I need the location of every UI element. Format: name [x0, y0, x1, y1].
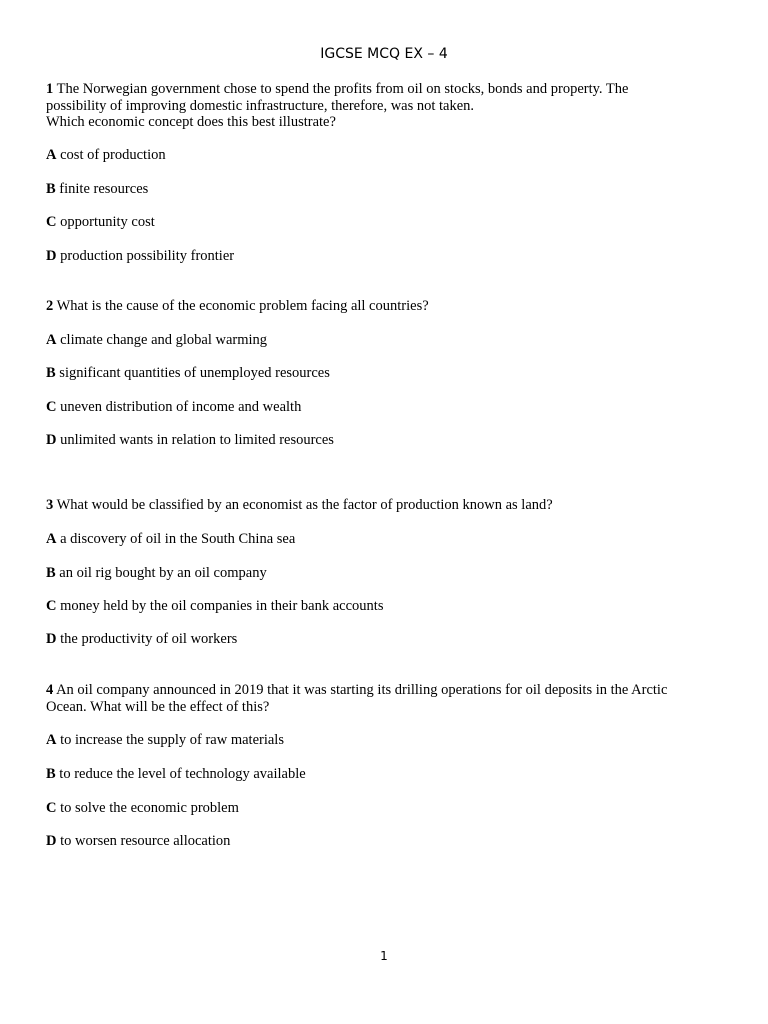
option-letter: B	[46, 565, 56, 581]
option-text: significant quantities of unemployed resources	[59, 365, 330, 381]
question-prompt: Which economic concept does this best illustrate?	[46, 114, 336, 130]
question-3	[46, 497, 686, 514]
option-letter: D	[46, 833, 57, 849]
question-3-option-a	[46, 531, 686, 548]
question-3-option-b	[46, 565, 686, 582]
question-3-option-c	[46, 598, 686, 615]
question-1-option-d	[46, 248, 686, 265]
option-letter: A	[46, 531, 57, 547]
option-text: production possibility frontier	[60, 248, 235, 264]
option-letter: C	[46, 399, 57, 415]
option-text: uneven distribution of income and wealth	[60, 399, 302, 415]
question-1-option-b	[46, 181, 686, 198]
option-letter: B	[46, 766, 56, 782]
question-1-option-a	[46, 147, 686, 164]
question-stem: An oil company announced in 2019 that it was starting its drilling operations for oil deposits in the Arctic Ocean. What will be the effect of this?	[46, 682, 668, 715]
question-number: 4	[46, 682, 54, 698]
question-1	[46, 81, 686, 131]
question-stem: What is the cause of the economic problem facing all countries?	[56, 298, 429, 314]
option-text: opportunity cost	[60, 214, 155, 230]
question-2-option-d	[46, 432, 686, 449]
question-2-option-a	[46, 332, 686, 349]
option-letter: C	[46, 598, 57, 614]
option-text: the productivity of oil workers	[60, 631, 238, 647]
page-number: 1	[380, 949, 388, 963]
option-text: climate change and global warming	[60, 332, 268, 348]
option-text: to reduce the level of technology available	[59, 766, 306, 782]
option-text: to increase the supply of raw materials	[60, 732, 284, 748]
question-stem: The Norwegian government chose to spend the profits from oil on stocks, bonds and property. The possibility of improving domestic infrastructure, therefore, was not taken.	[46, 81, 629, 114]
option-letter: D	[46, 248, 57, 264]
question-4-option-d	[46, 833, 686, 850]
question-2-option-b	[46, 365, 686, 382]
option-letter: A	[46, 332, 57, 348]
question-4	[46, 682, 686, 715]
option-letter: A	[46, 147, 57, 163]
option-letter: B	[46, 365, 56, 381]
option-letter: D	[46, 631, 57, 647]
question-number: 1	[46, 81, 54, 97]
option-letter: D	[46, 432, 57, 448]
page-title: IGCSE MCQ EX – 4	[320, 46, 448, 62]
option-text: cost of production	[60, 147, 166, 163]
question-4-option-b	[46, 766, 686, 783]
option-text: to worsen resource allocation	[60, 833, 231, 849]
question-4-option-c	[46, 800, 686, 817]
question-number: 2	[46, 298, 54, 314]
question-number: 3	[46, 497, 54, 513]
option-letter: B	[46, 181, 56, 197]
option-letter: A	[46, 732, 57, 748]
option-letter: C	[46, 214, 57, 230]
question-stem: What would be classified by an economist as the factor of production known as land?	[56, 497, 553, 513]
option-text: unlimited wants in relation to limited resources	[60, 432, 334, 448]
option-text: finite resources	[59, 181, 149, 197]
option-letter: C	[46, 800, 57, 816]
question-1-stem-line	[46, 81, 686, 114]
question-2	[46, 298, 686, 315]
option-text: money held by the oil companies in their bank accounts	[60, 598, 384, 614]
option-text: to solve the economic problem	[60, 800, 239, 816]
question-2-option-c	[46, 399, 686, 416]
option-text: a discovery of oil in the South China sea	[60, 531, 296, 547]
option-text: an oil rig bought by an oil company	[59, 565, 267, 581]
question-4-option-a	[46, 732, 686, 749]
question-1-option-c	[46, 214, 686, 231]
question-3-option-d	[46, 631, 686, 648]
